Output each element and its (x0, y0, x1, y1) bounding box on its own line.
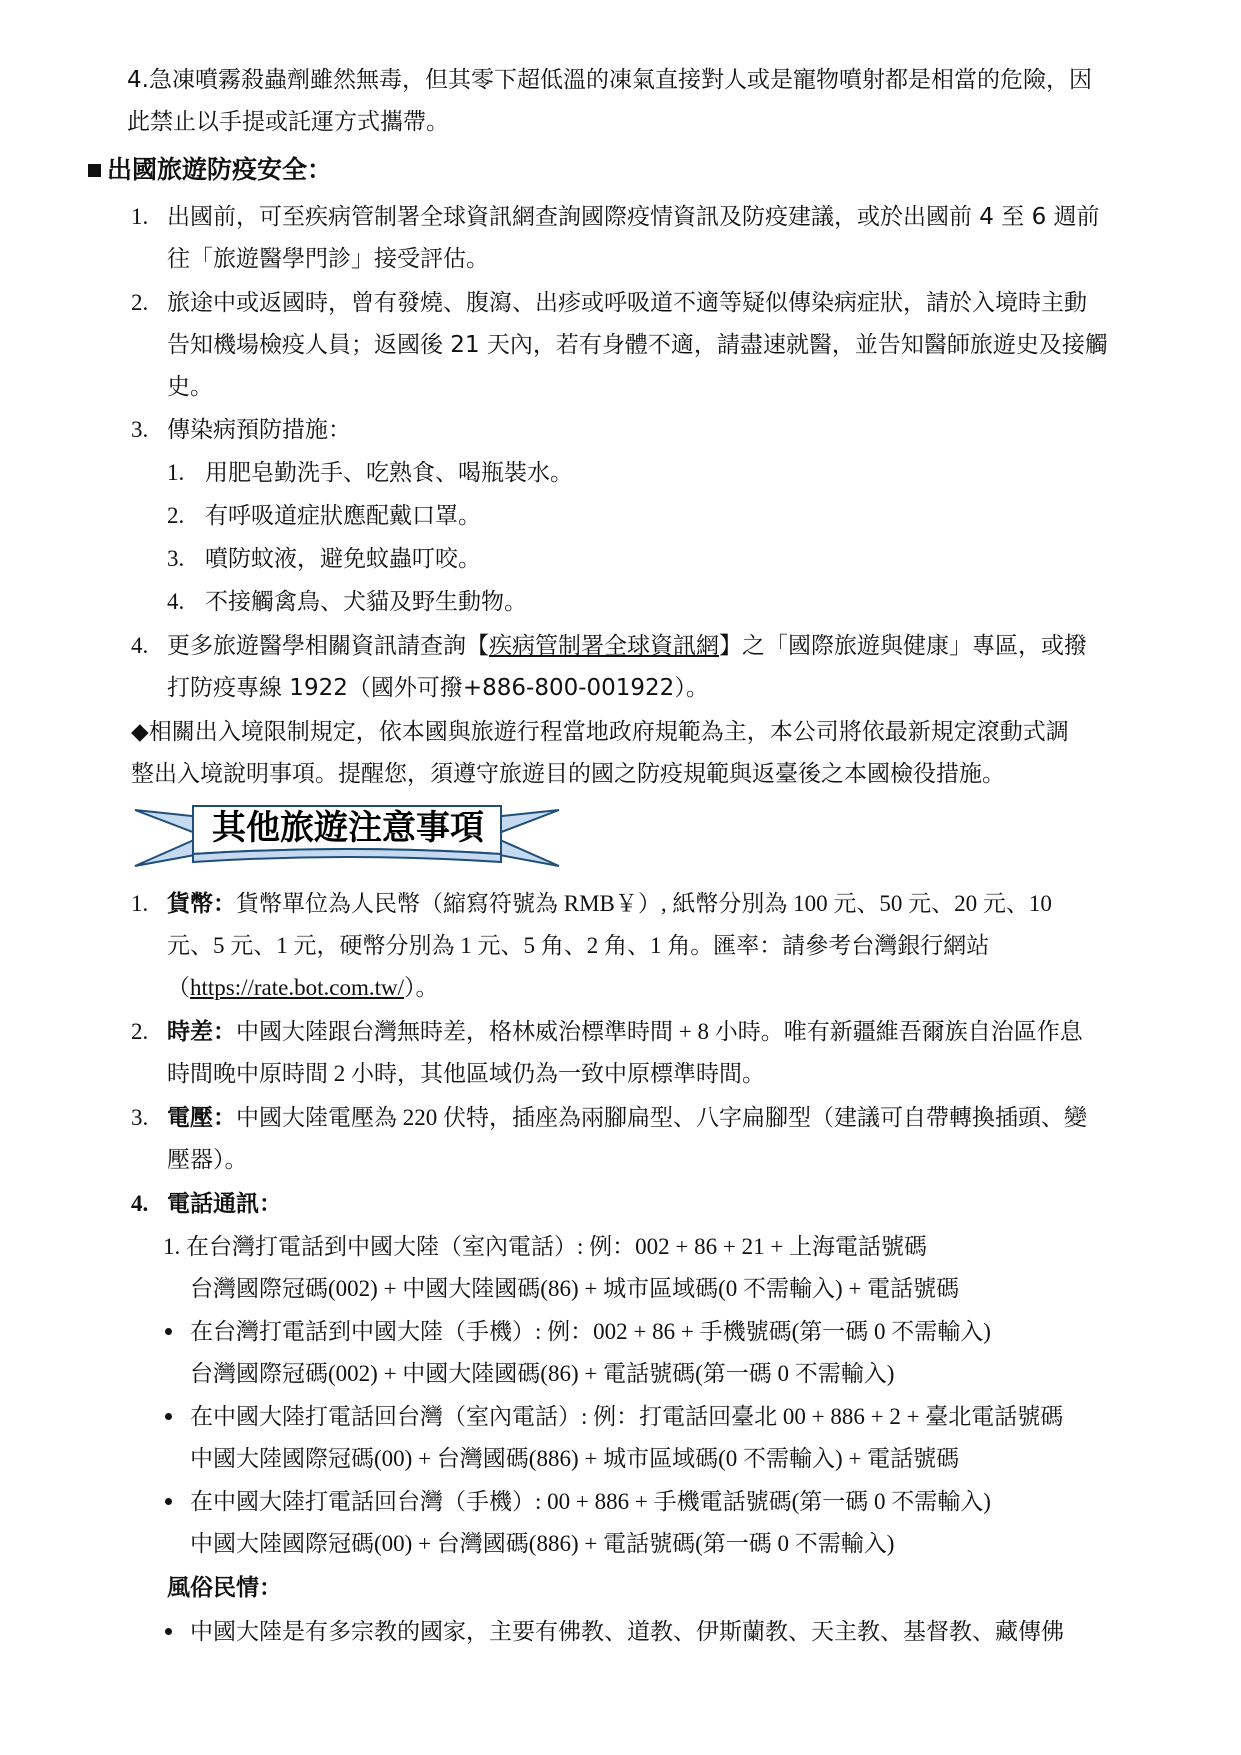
item-label: 電壓： (167, 1105, 236, 1131)
sublist-number: 3. (167, 546, 185, 571)
list-number: 2. (131, 1019, 149, 1044)
list-item-line (167, 630, 1087, 662)
notice-line: 整出入境說明事項。提醒您，須遵守旅遊目的國之防疫規範與返臺後之本國檢役措施。 (131, 761, 1005, 787)
telecom-entry-line: 中國大陸國際冠碼(00) + 台灣國碼(886) + 電話號碼(第一碼 0 不需輸入) (190, 1531, 895, 1556)
bullet-icon (165, 1328, 172, 1335)
telecom-entry-line: 在中國大陸打電話回台灣（室內電話）: 例：打電話回臺北 00 + 886 + 2 + 臺北電話號碼 (190, 1404, 1064, 1429)
telecom-entry-line: 台灣國際冠碼(002) + 中國大陸國碼(86) + 城市區域碼(0 不需輸入) + 電話號碼 (190, 1276, 960, 1301)
customs-label: 風俗民情： (167, 1575, 282, 1601)
text-fragment: 貨幣單位為人民幣（縮寫符號為 RMB￥）, 紙幣分別為 100 元、50 元、20 元、10 (236, 891, 1052, 916)
text-fragment: 中國大陸跟台灣無時差，格林威治標準時間 + 8 小時。唯有新疆維吾爾族自治區作息 (236, 1019, 1083, 1044)
cdc-website-link[interactable]: 疾病管制署全球資訊網 (489, 633, 719, 659)
sublist-item: 用肥皂勤洗手、吃熟食、喝瓶裝水。 (205, 460, 573, 486)
list-number: 1. (131, 204, 149, 229)
top-item-line: 此禁止以手提或託運方式攜帶。 (127, 109, 449, 135)
list-item-line (167, 972, 439, 1004)
telecom-entry-line: 台灣國際冠碼(002) + 中國大陸國碼(86) + 電話號碼(第一碼 0 不需輸入) (190, 1361, 895, 1386)
sublist-item: 有呼吸道症狀應配戴口罩。 (205, 503, 481, 529)
square-bullet-icon (88, 164, 101, 177)
list-item-line: 元、5 元、1 元，硬幣分別為 1 元、5 角、2 角、1 角。匯率：請參考台灣銀行網站 (167, 933, 990, 958)
list-item-line: 告知機場檢疫人員；返國後 21 天內，若有身體不適，請盡速就醫，並告知醫師旅遊史及接觸 (167, 332, 1108, 358)
section-heading-travel (88, 154, 332, 186)
list-item-line: 傳染病預防措施： (167, 417, 351, 443)
item-label: 貨幣： (167, 891, 236, 917)
section-heading-text: 出國旅遊防疫安全： (107, 155, 333, 184)
list-number: 1. (131, 891, 149, 916)
text-fragment: 中國大陸電壓為 220 伏特，插座為兩腳扁型、八字扁腳型（建議可自帶轉換插頭、變 (236, 1105, 1087, 1130)
telecom-entry-line: 中國大陸國際冠碼(00) + 台灣國碼(886) + 城市區域碼(0 不需輸入) + 電話號碼 (190, 1446, 960, 1471)
bank-rate-link[interactable]: https://rate.bot.com.tw/ (190, 975, 404, 1000)
banner-ribbon-under (193, 849, 501, 862)
text-fragment: 更多旅遊醫學相關資訊請查詢【 (167, 633, 489, 659)
bullet-icon (165, 1413, 172, 1420)
sublist-number: 1. (167, 460, 185, 485)
telecom-entry-line: 在中國大陸打電話回台灣（手機）: 00 + 886 + 手機電話號碼(第一碼 0 不需輸入) (190, 1489, 991, 1514)
text-fragment: （ (167, 975, 190, 1000)
telecom-entry-line: 在台灣打電話到中國大陸（手機）: 例：002 + 86 + 手機號碼(第一碼 0 不需輸入) (190, 1319, 991, 1344)
list-item-line: 壓器）。 (167, 1147, 248, 1172)
list-item-line (167, 1102, 1087, 1134)
list-number: 4. (131, 1191, 149, 1216)
list-number: 4. (131, 633, 149, 658)
list-item-line: 史。 (167, 374, 213, 400)
list-number: 2. (131, 290, 149, 315)
list-item-line: 打防疫專線 1922（國外可撥+886-800-001922）。 (167, 675, 709, 701)
bullet-icon (165, 1628, 172, 1635)
sublist-item: 不接觸禽鳥、犬貓及野生動物。 (205, 589, 527, 615)
list-item-line: 旅途中或返國時，曾有發燒、腹瀉、出疹或呼吸道不適等疑似傳染病症狀，請於入境時主動 (167, 290, 1087, 316)
top-item-line: 4.急凍噴霧殺蟲劑雖然無毒，但其零下超低溫的凍氣直接對人或是寵物噴射都是相當的危險，因 (127, 67, 1092, 93)
item-label: 電話通訊： (167, 1191, 282, 1217)
telecom-entry-line: 1. 在台灣打電話到中國大陸（室內電話）: 例：002 + 86 + 21 + 上海電話號碼 (163, 1234, 928, 1259)
item-label: 時差： (167, 1019, 236, 1045)
text-fragment: 】之「國際旅遊與健康」專區，或撥 (719, 633, 1087, 659)
list-item-line: 出國前，可至疾病管制署全球資訊網查詢國際疫情資訊及防疫建議，或於出國前 4 至 6 週前 (167, 204, 1100, 230)
customs-line: 中國大陸是有多宗教的國家，主要有佛教、道教、伊斯蘭教、天主教、基督教、藏傳佛 (190, 1619, 1064, 1645)
text-fragment: ）。 (404, 975, 439, 1000)
sublist-number: 4. (167, 589, 185, 614)
sublist-number: 2. (167, 503, 185, 528)
list-item-line: 往「旅遊醫學門診」接受評估。 (167, 246, 489, 272)
list-number: 3. (131, 1105, 149, 1130)
bullet-icon (165, 1498, 172, 1505)
banner-title: 其他旅遊注意事項 (212, 808, 484, 848)
notice-line: ◆相關出入境限制規定，依本國與旅遊行程當地政府規範為主，本公司將依最新規定滾動式調 (131, 719, 1069, 745)
sublist-item: 噴防蚊液，避免蚊蟲叮咬。 (205, 546, 481, 572)
list-number: 3. (131, 417, 149, 442)
list-item-line: 時間晚中原時間 2 小時，其他區域仍為一致中原標準時間。 (167, 1061, 765, 1086)
list-item-line (167, 888, 1052, 920)
list-item-line (167, 1016, 1083, 1048)
